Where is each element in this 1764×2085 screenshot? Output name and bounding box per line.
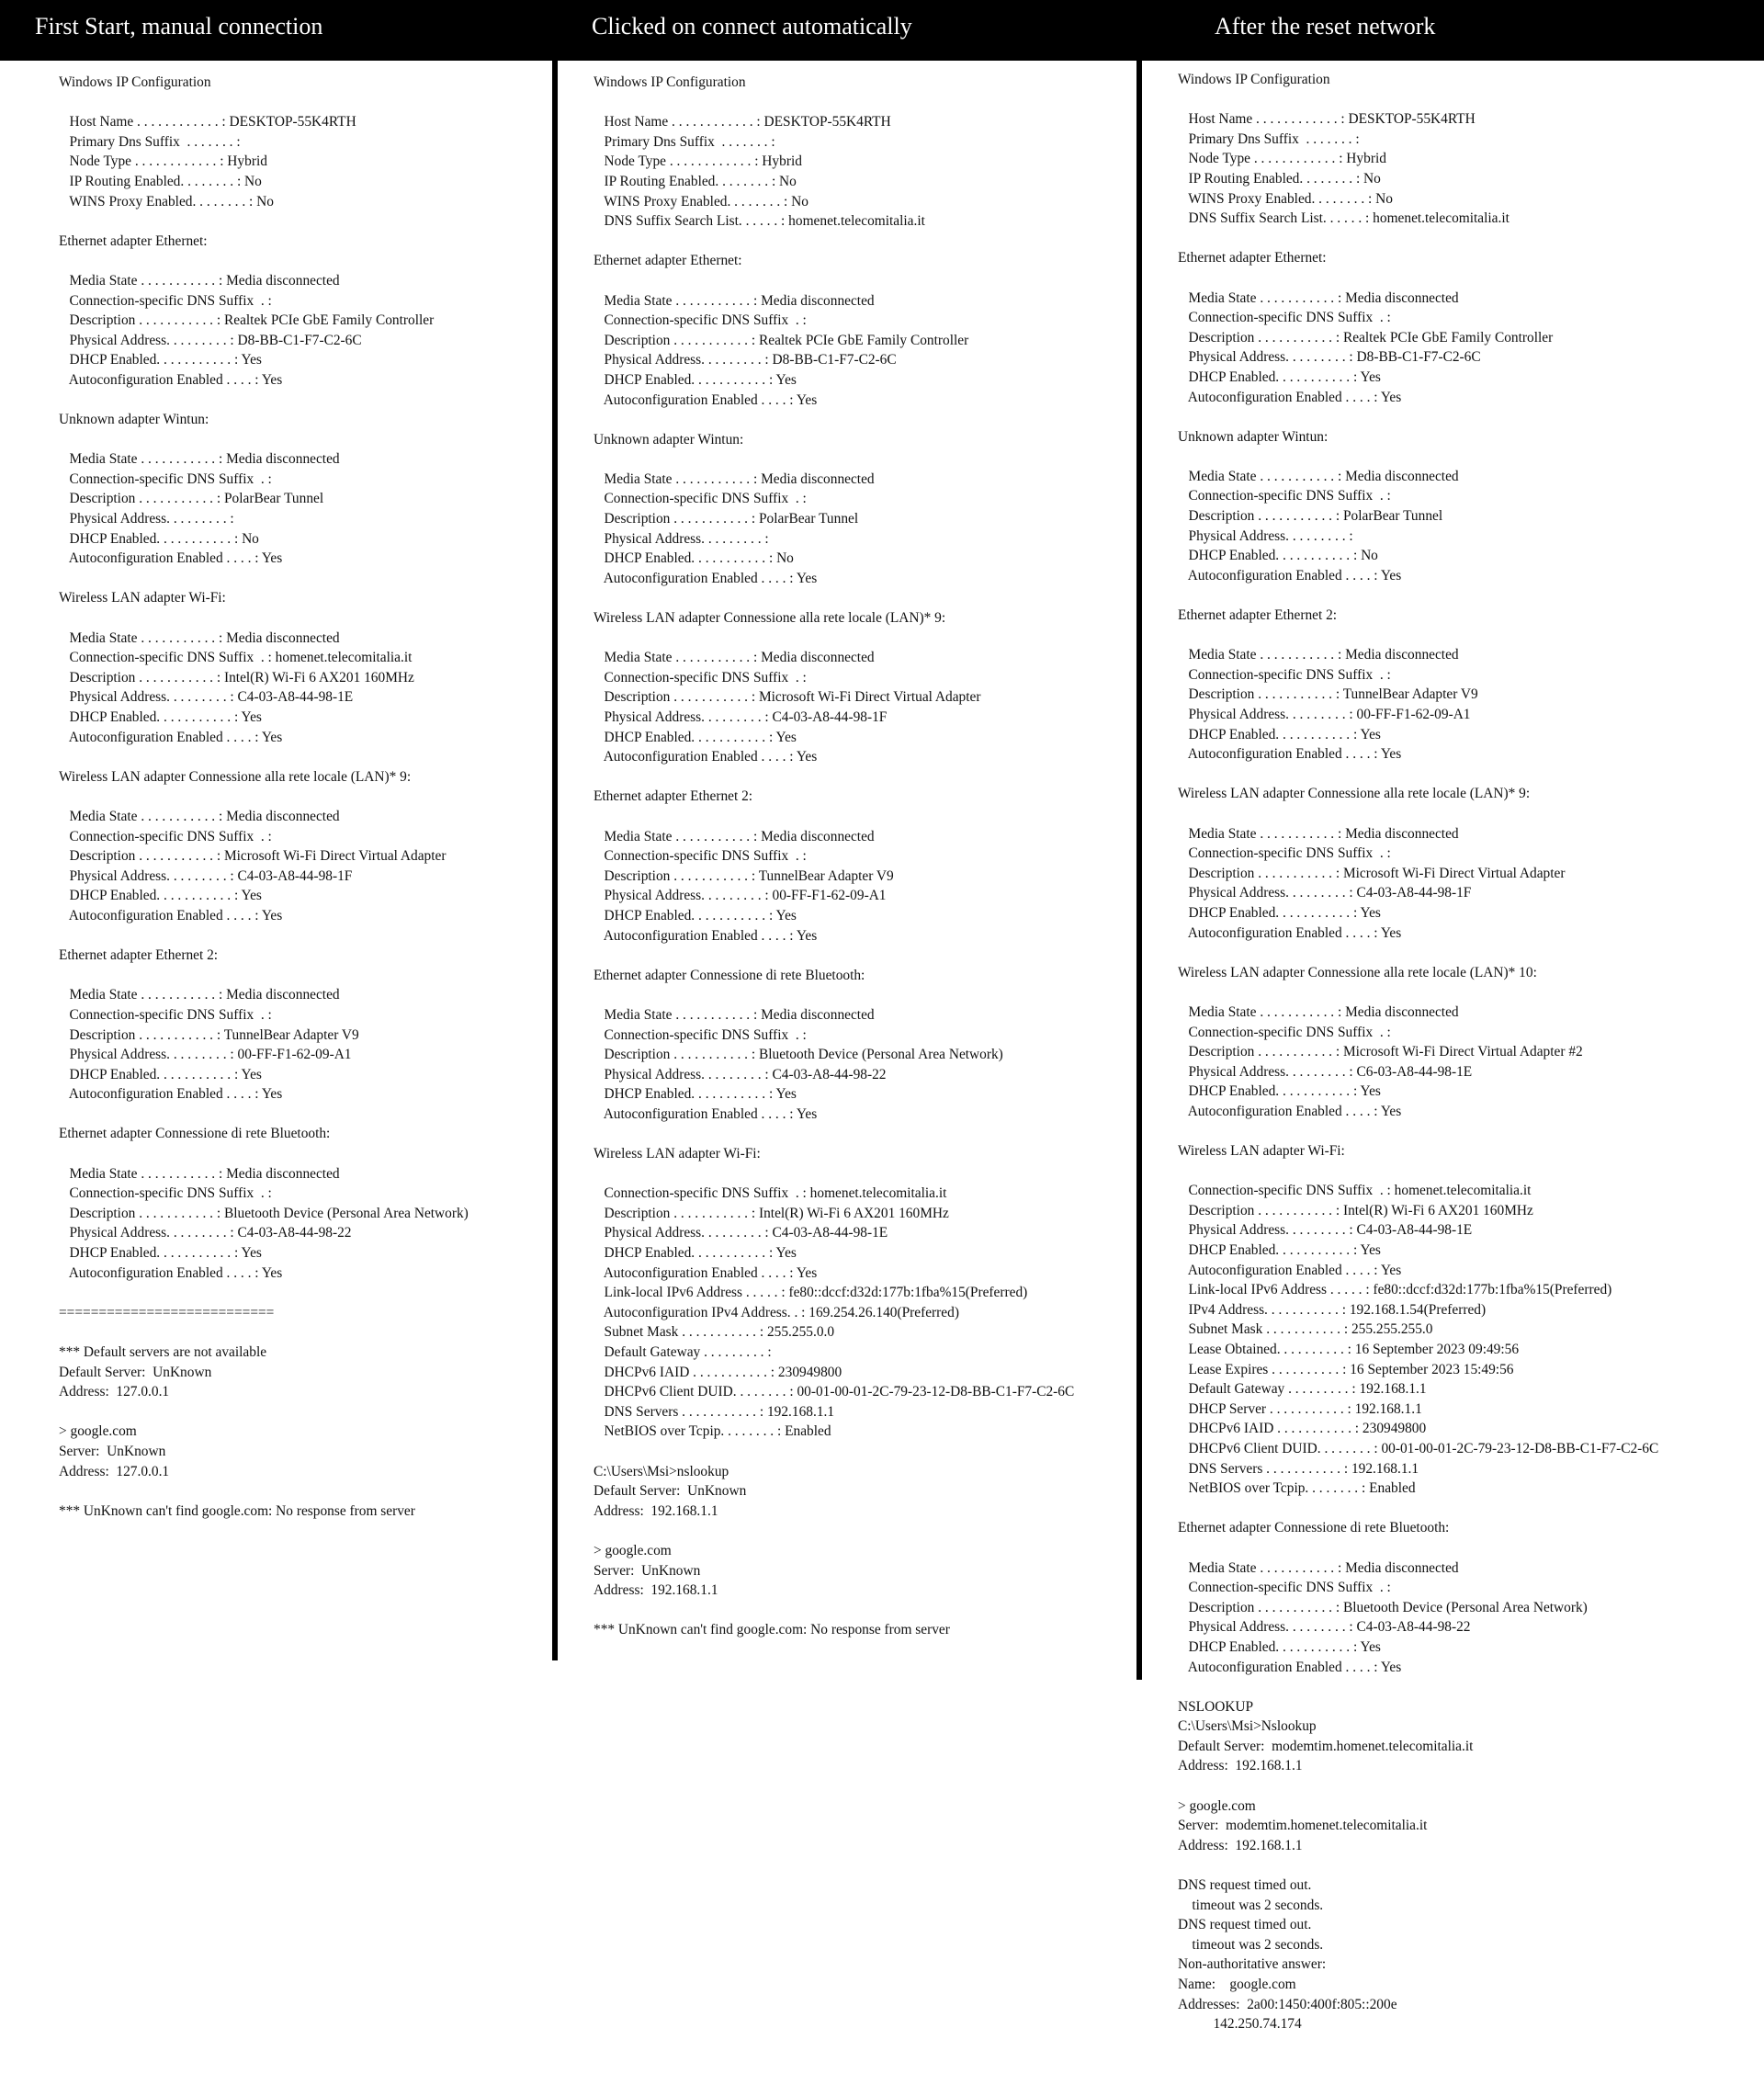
output-line [59,569,469,589]
output-line: Media State . . . . . . . . . . . : Media disconnected [1178,1003,1459,1020]
output-line: Media State . . . . . . . . . . . : Media disconnected [594,650,875,666]
output-line: Autoconfiguration Enabled . . . . : Yes [59,1086,283,1103]
output-line: NetBIOS over Tcpip. . . . . . . . : Enabled [1178,1480,1416,1497]
output-line: Connection-specific DNS Suffix . : [59,470,272,487]
output-line: Description . . . . . . . . . . . : Realtek PCIe GbE Family Controller [1178,329,1554,346]
output-line: Autoconfiguration Enabled . . . . : Yes [1178,567,1402,584]
output-line: Name: google.com [1178,1977,1296,1992]
output-line [59,787,469,807]
output-line [59,93,469,113]
output-line: Description . . . . . . . . . . . : TunnelBear Adapter V9 [1178,686,1478,703]
output-line: DHCP Enabled. . . . . . . . . . . : Yes [594,1245,797,1262]
output-line: Connection-specific DNS Suffix . : homenet.telecomitalia.it [1178,1183,1532,1199]
output-line: Physical Address. . . . . . . . . : 00-FF-F1-62-09-A1 [594,888,887,904]
output-line: Primary Dns Suffix . . . . . . . : [1178,130,1360,147]
output-line: *** UnKnown can't find google.com: No response from server [59,1502,415,1519]
header-bar [0,0,1764,61]
output-line: C:\Users\Msi>Nslookup [1178,1718,1317,1735]
output-line: DHCP Enabled. . . . . . . . . . . : Yes [594,371,797,388]
output-line [594,629,1074,649]
output-line [59,926,469,946]
output-line: Autoconfiguration IPv4 Address. . : 169.254.26.140(Preferred) [594,1304,959,1320]
output-line [1178,1499,1658,1519]
output-line [594,588,1074,608]
output-line: *** UnKnown can't find google.com: No response from server [594,1622,950,1638]
output-line: Wireless LAN adapter Connessione alla rete locale (LAN)* 9: [1178,786,1531,802]
output-line: Default Gateway . . . . . . . . . : 192.168.1.1 [1178,1381,1427,1398]
output-line: DHCP Enabled. . . . . . . . . . . : Yes [59,1066,262,1082]
output-line: DNS Servers . . . . . . . . . . . : 192.168.1.1 [1178,1460,1419,1477]
output-line [1178,585,1658,606]
output-line [1178,982,1658,1003]
output-line: Media State . . . . . . . . . . . : Media disconnected [1178,1559,1459,1576]
output-line: WINS Proxy Enabled. . . . . . . . : No [594,193,808,210]
output-line: Ethernet adapter Ethernet 2: [594,788,753,805]
output-line: Default Server: UnKnown [59,1364,212,1380]
output-line: DHCP Enabled. . . . . . . . . . . : Yes [1178,1242,1381,1259]
output-line: Physical Address. . . . . . . . . : [1178,527,1353,544]
output-line [1178,90,1658,110]
output-line: Connection-specific DNS Suffix . : [1178,310,1391,326]
output-line: DHCP Enabled. . . . . . . . . . . : No [59,530,259,547]
output-line: Windows IP Configuration [594,74,746,90]
output-line: Address: 127.0.0.1 [59,1463,170,1479]
output-line [59,391,469,411]
output-line: Autoconfiguration Enabled . . . . : Yes [1178,746,1402,763]
output-line [594,1601,1074,1621]
output-line: Connection-specific DNS Suffix . : [594,1026,807,1043]
output-line: Physical Address. . . . . . . . . : C4-03-A8-44-98-1F [1178,885,1472,901]
output-line: Server: modemtim.homenet.telecomitalia.it [1178,1818,1428,1834]
output-line: Connection-specific DNS Suffix . : [59,1185,272,1202]
output-line: DNS Suffix Search List. . . . . . : homenet.telecomitalia.it [594,213,925,230]
output-line: DHCP Enabled. . . . . . . . . . . : Yes [1178,368,1381,385]
output-line: DHCP Enabled. . . . . . . . . . . : Yes [594,1086,797,1103]
output-line: Media State . . . . . . . . . . . : Media disconnected [594,470,875,487]
output-line: Ethernet adapter Ethernet 2: [59,947,219,964]
output-line [1178,1161,1658,1182]
output-line: DHCP Enabled. . . . . . . . . . . : Yes [59,709,262,725]
output-line: Connection-specific DNS Suffix . : [1178,488,1391,504]
column-1-output [59,73,469,1521]
output-line: Connection-specific DNS Suffix . : [1178,1580,1391,1596]
output-line: Description . . . . . . . . . . . : Realtek PCIe GbE Family Controller [59,312,435,329]
output-line [594,1521,1074,1541]
output-line: Physical Address. . . . . . . . . : D8-BB-C1-F7-C2-6C [594,352,897,368]
output-line: Autoconfiguration Enabled . . . . : Yes [1178,1659,1402,1675]
output-line: Media State . . . . . . . . . . . : Media disconnected [1178,468,1459,484]
output-line: Addresses: 2a00:1450:400f:805::200e [1178,1996,1397,2012]
output-line: =========================== [59,1304,275,1320]
output-line: Media State . . . . . . . . . . . : Media disconnected [59,272,340,289]
output-line: Description . . . . . . . . . . . : Microsoft Wi-Fi Direct Virtual Adapter [1178,865,1566,881]
output-line [59,1481,469,1501]
output-line: NSLOOKUP [1178,1698,1254,1715]
output-line: Description . . . . . . . . . . . : TunnelBear Adapter V9 [59,1026,359,1043]
output-line: Autoconfiguration Enabled . . . . : Yes [59,371,283,388]
output-line: Autoconfiguration Enabled . . . . : Yes [59,550,283,567]
output-line: Ethernet adapter Connessione di rete Bluetooth: [59,1126,331,1142]
output-line: Autoconfiguration Enabled . . . . : Yes [59,1264,283,1281]
output-line: Non-authoritative answer: [1178,1956,1327,1973]
output-line: DHCPv6 Client DUID. . . . . . . . : 00-01-00-01-2C-79-23-12-D8-BB-C1-F7-C2-6C [1178,1440,1659,1456]
output-line: Description . . . . . . . . . . . : Bluetooth Device (Personal Area Network) [1178,1599,1588,1615]
output-line: Default Gateway . . . . . . . . . : [594,1344,772,1360]
output-line: 142.250.74.174 [1178,2016,1302,2033]
output-line: DHCP Enabled. . . . . . . . . . . : Yes [59,352,262,368]
column-2-title: Clicked on connect automatically [592,13,912,40]
output-line: Physical Address. . . . . . . . . : C4-03-A8-44-98-22 [594,1066,887,1082]
output-line: Wireless LAN adapter Wi-Fi: [594,1146,761,1162]
output-line: WINS Proxy Enabled. . . . . . . . : No [59,193,274,210]
output-line [59,1402,469,1422]
output-line: Wireless LAN adapter Connessione alla rete locale (LAN)* 9: [59,768,412,785]
output-line: Description . . . . . . . . . . . : PolarBear Tunnel [59,491,324,507]
output-line: DHCP Enabled. . . . . . . . . . . : Yes [1178,1638,1381,1655]
output-line [594,985,1074,1005]
output-line [1178,447,1658,467]
output-line: Connection-specific DNS Suffix . : homenet.telecomitalia.it [594,1185,947,1202]
output-line: Description . . . . . . . . . . . : TunnelBear Adapter V9 [594,867,894,884]
output-line: Connection-specific DNS Suffix . : [1178,666,1391,683]
output-line [59,211,469,232]
output-line: Windows IP Configuration [59,74,211,90]
output-line: Physical Address. . . . . . . . . : C4-03-A8-44-98-22 [1178,1619,1471,1636]
output-line: Media State . . . . . . . . . . . : Media disconnected [59,629,340,646]
output-line [594,807,1074,827]
output-line [594,93,1074,113]
output-line: timeout was 2 seconds. [1178,1936,1324,1953]
output-line [1178,268,1658,289]
output-line: Description . . . . . . . . . . . : Microsoft Wi-Fi Direct Virtual Adapter [594,689,981,706]
output-line [1178,1855,1658,1875]
output-line [594,271,1074,291]
column-3-title: After the reset network [1215,13,1436,40]
output-line: Primary Dns Suffix . . . . . . . : [59,133,241,150]
output-line [594,1124,1074,1144]
output-line: Node Type . . . . . . . . . . . . : Hybrid [59,153,267,170]
output-line [59,1322,469,1343]
output-line: IPv4 Address. . . . . . . . . . . : 192.168.1.54(Preferred) [1178,1301,1487,1318]
output-line: Physical Address. . . . . . . . . : C4-03-A8-44-98-22 [59,1225,352,1241]
output-line: DHCP Enabled. . . . . . . . . . . : Yes [594,729,797,745]
output-line: Media State . . . . . . . . . . . : Media disconnected [59,987,340,1003]
column-2-output [594,73,1074,1640]
output-line: Physical Address. . . . . . . . . : C4-03-A8-44-98-1E [59,689,354,706]
output-line: Media State . . . . . . . . . . . : Media disconnected [1178,647,1459,663]
output-line: Description . . . . . . . . . . . : Bluetooth Device (Personal Area Network) [594,1047,1003,1063]
output-line: Physical Address. . . . . . . . . : C4-03-A8-44-98-1E [1178,1222,1473,1239]
output-line [1178,943,1658,963]
output-line: Address: 192.168.1.1 [594,1502,718,1519]
output-line: Wireless LAN adapter Connessione alla rete locale (LAN)* 10: [1178,964,1537,980]
output-line: DNS Suffix Search List. . . . . . : homenet.telecomitalia.it [1178,210,1510,227]
output-line: DHCP Enabled. . . . . . . . . . . : Yes [59,1245,262,1262]
output-line: Description . . . . . . . . . . . : PolarBear Tunnel [1178,508,1443,525]
output-line [594,946,1074,966]
output-line: IP Routing Enabled. . . . . . . . : No [594,173,797,189]
output-line: Ethernet adapter Connessione di rete Bluetooth: [1178,1520,1450,1536]
output-line: Description . . . . . . . . . . . : Realtek PCIe GbE Family Controller [594,332,969,348]
output-line [1178,765,1658,785]
output-line [594,767,1074,788]
output-line [1178,626,1658,646]
output-line: Server: UnKnown [594,1562,701,1579]
output-line: Node Type . . . . . . . . . . . . : Hybrid [594,153,802,170]
output-line: Autoconfiguration Enabled . . . . : Yes [594,1264,818,1281]
output-line: C:\Users\Msi>nslookup [594,1463,729,1479]
output-line [59,747,469,767]
output-line: Physical Address. . . . . . . . . : [594,530,769,547]
output-line: Host Name . . . . . . . . . . . . : DESKTOP-55K4RTH [1178,111,1476,128]
output-line [594,1442,1074,1462]
output-line: DHCP Enabled. . . . . . . . . . . : Yes [59,888,262,904]
output-line: Windows IP Configuration [1178,72,1330,87]
output-line: Autoconfiguration Enabled . . . . : Yes [594,749,818,765]
output-line: > google.com [594,1542,672,1558]
output-line: Description . . . . . . . . . . . : Microsoft Wi-Fi Direct Virtual Adapter #2 [1178,1044,1583,1060]
output-line: Physical Address. . . . . . . . . : [59,511,234,527]
output-line: Physical Address. . . . . . . . . : 00-FF-F1-62-09-A1 [1178,707,1471,722]
output-line: Connection-specific DNS Suffix . : [59,292,272,309]
output-line: Address: 192.168.1.1 [594,1582,718,1599]
output-line: *** Default servers are not available [59,1344,267,1360]
output-line [1178,804,1658,824]
output-line: Autoconfiguration Enabled . . . . : Yes [1178,1262,1402,1278]
column-3-output [1178,70,1658,2034]
output-line: Autoconfiguration Enabled . . . . : Yes [594,391,818,408]
output-line: Physical Address. . . . . . . . . : D8-BB-C1-F7-C2-6C [1178,349,1481,366]
output-line: Ethernet adapter Ethernet: [59,232,208,249]
output-line [59,966,469,986]
output-line: DHCPv6 IAID . . . . . . . . . . . : 230949800 [1178,1421,1427,1437]
output-line: Ethernet adapter Ethernet 2: [1178,607,1338,624]
output-line: Physical Address. . . . . . . . . : C4-03-A8-44-98-1E [594,1225,888,1241]
output-line: Connection-specific DNS Suffix . : [59,828,272,844]
output-line: DHCPv6 IAID . . . . . . . . . . . : 230949800 [594,1364,842,1380]
output-line [1178,407,1658,427]
output-line [59,430,469,450]
output-line [59,251,469,271]
output-line: Wireless LAN adapter Wi-Fi: [1178,1143,1345,1160]
output-line: Subnet Mask . . . . . . . . . . . : 255.255.255.0 [1178,1321,1433,1338]
output-line: DNS request timed out. [1178,1917,1312,1933]
output-line: Default Server: modemtim.homenet.telecomitalia.it [1178,1738,1474,1754]
output-line: Autoconfiguration Enabled . . . . : Yes [1178,924,1402,941]
output-line: Media State . . . . . . . . . . . : Media disconnected [59,1165,340,1182]
output-line: Connection-specific DNS Suffix . : [594,669,807,686]
output-line: NetBIOS over Tcpip. . . . . . . . : Enabled [594,1423,831,1440]
output-line [59,1105,469,1125]
output-line: Default Server: UnKnown [594,1483,747,1500]
output-line: DHCP Enabled. . . . . . . . . . . : Yes [1178,1083,1381,1100]
output-line: IP Routing Enabled. . . . . . . . : No [59,173,262,189]
output-line: Description . . . . . . . . . . . : Intel(R) Wi-Fi 6 AX201 160MHz [594,1205,949,1221]
output-line [594,1164,1074,1184]
output-line: Media State . . . . . . . . . . . : Media disconnected [594,1006,875,1023]
output-line: Physical Address. . . . . . . . . : C4-03-A8-44-98-1F [59,867,353,884]
output-line: Autoconfiguration Enabled . . . . : Yes [1178,1103,1402,1119]
output-line: Ethernet adapter Connessione di rete Bluetooth: [594,967,865,983]
output-line: Address: 192.168.1.1 [1178,1837,1303,1853]
output-line: Node Type . . . . . . . . . . . . : Hybrid [1178,151,1386,167]
output-line: Connection-specific DNS Suffix . : [594,848,807,865]
output-line: Description . . . . . . . . . . . : Microsoft Wi-Fi Direct Virtual Adapter [59,848,447,865]
output-line: Media State . . . . . . . . . . . : Media disconnected [1178,825,1459,842]
output-line: DHCP Enabled. . . . . . . . . . . : Yes [594,907,797,924]
output-line [59,1283,469,1303]
output-line: DHCP Enabled. . . . . . . . . . . : No [594,550,794,567]
output-line: Description . . . . . . . . . . . : Intel(R) Wi-Fi 6 AX201 160MHz [59,669,414,686]
output-line: Autoconfiguration Enabled . . . . : Yes [594,1105,818,1122]
output-line: Description . . . . . . . . . . . : PolarBear Tunnel [594,511,859,527]
output-line: Physical Address. . . . . . . . . : C4-03-A8-44-98-1F [594,709,888,725]
output-line: DHCP Enabled. . . . . . . . . . . : No [1178,548,1378,564]
output-line: Description . . . . . . . . . . . : Intel(R) Wi-Fi 6 AX201 160MHz [1178,1202,1533,1218]
output-line: Autoconfiguration Enabled . . . . : Yes [59,907,283,924]
output-line: Autoconfiguration Enabled . . . . : Yes [594,570,818,586]
output-line: DNS request timed out. [1178,1877,1312,1894]
output-line: Address: 192.168.1.1 [1178,1758,1303,1774]
output-line [59,608,469,629]
output-line: Unknown adapter Wintun: [59,412,209,428]
output-line: Autoconfiguration Enabled . . . . : Yes [1178,389,1402,405]
output-line [1178,1121,1658,1141]
output-line: Autoconfiguration Enabled . . . . : Yes [594,927,818,944]
output-line [59,1144,469,1164]
output-line: Ethernet adapter Ethernet: [594,253,742,269]
output-line: Description . . . . . . . . . . . : Bluetooth Device (Personal Area Network) [59,1205,469,1221]
output-line [1178,229,1658,249]
output-line: Link-local IPv6 Address . . . . . : fe80::dccf:d32d:177b:1fba%15(Preferred) [1178,1282,1612,1298]
output-line [1178,1776,1658,1796]
output-line: Connection-specific DNS Suffix . : [594,312,807,329]
output-line [1178,1677,1658,1697]
output-line: Physical Address. . . . . . . . . : 00-FF-F1-62-09-A1 [59,1047,352,1063]
output-line: Ethernet adapter Ethernet: [1178,250,1327,266]
output-line: Subnet Mask . . . . . . . . . . . : 255.255.0.0 [594,1324,835,1341]
output-line: Host Name . . . . . . . . . . . . : DESKTOP-55K4RTH [594,114,891,130]
output-line: Host Name . . . . . . . . . . . . : DESKTOP-55K4RTH [59,114,356,130]
output-line: Autoconfiguration Enabled . . . . : Yes [59,729,283,745]
output-line: Physical Address. . . . . . . . . : C6-03-A8-44-98-1E [1178,1063,1473,1080]
output-line: > google.com [1178,1797,1256,1814]
output-line: Lease Obtained. . . . . . . . . . : 16 September 2023 09:49:56 [1178,1342,1520,1357]
output-line: Connection-specific DNS Suffix . : [1178,1024,1391,1040]
output-line: DHCP Enabled. . . . . . . . . . . : Yes [1178,726,1381,742]
output-line: DHCPv6 Client DUID. . . . . . . . : 00-01-00-01-2C-79-23-12-D8-BB-C1-F7-C2-6C [594,1384,1075,1400]
output-line: DHCP Server . . . . . . . . . . . : 192.168.1.1 [1178,1400,1422,1417]
output-line: > google.com [59,1423,137,1440]
output-line: Connection-specific DNS Suffix . : [59,1006,272,1023]
output-line: Physical Address. . . . . . . . . : D8-BB-C1-F7-C2-6C [59,332,362,348]
output-line [594,449,1074,470]
column-divider-1 [552,61,558,1660]
output-line: Connection-specific DNS Suffix . : [594,491,807,507]
column-1-title: First Start, manual connection [35,13,323,40]
output-line: Wireless LAN adapter Connessione alla rete locale (LAN)* 9: [594,610,946,627]
output-line [594,232,1074,252]
output-line: Lease Expires . . . . . . . . . . : 16 September 2023 15:49:56 [1178,1361,1514,1377]
output-line: Media State . . . . . . . . . . . : Media disconnected [594,828,875,844]
output-line: Server: UnKnown [59,1443,166,1459]
output-line: WINS Proxy Enabled. . . . . . . . : No [1178,190,1393,207]
column-divider-2 [1136,61,1142,1680]
output-line: Media State . . . . . . . . . . . : Media disconnected [1178,289,1459,306]
output-line: Media State . . . . . . . . . . . : Media disconnected [59,451,340,468]
output-line: Wireless LAN adapter Wi-Fi: [59,590,226,606]
output-line [594,410,1074,430]
output-line: Address: 127.0.0.1 [59,1384,170,1400]
output-line: DNS Servers . . . . . . . . . . . : 192.168.1.1 [594,1403,835,1420]
output-line: timeout was 2 seconds. [1178,1897,1324,1913]
output-line: Primary Dns Suffix . . . . . . . : [594,133,775,150]
output-line: Unknown adapter Wintun: [594,431,744,448]
output-line: Unknown adapter Wintun: [1178,428,1329,445]
output-line: Connection-specific DNS Suffix . : homenet.telecomitalia.it [59,650,413,666]
output-line: Link-local IPv6 Address . . . . . : fe80::dccf:d32d:177b:1fba%15(Preferred) [594,1285,1028,1301]
output-line: Media State . . . . . . . . . . . : Media disconnected [59,808,340,824]
output-line: Connection-specific DNS Suffix . : [1178,845,1391,862]
output-line [1178,1538,1658,1558]
output-line: Media State . . . . . . . . . . . : Media disconnected [594,292,875,309]
output-line: IP Routing Enabled. . . . . . . . : No [1178,170,1381,187]
output-line: DHCP Enabled. . . . . . . . . . . : Yes [1178,904,1381,921]
